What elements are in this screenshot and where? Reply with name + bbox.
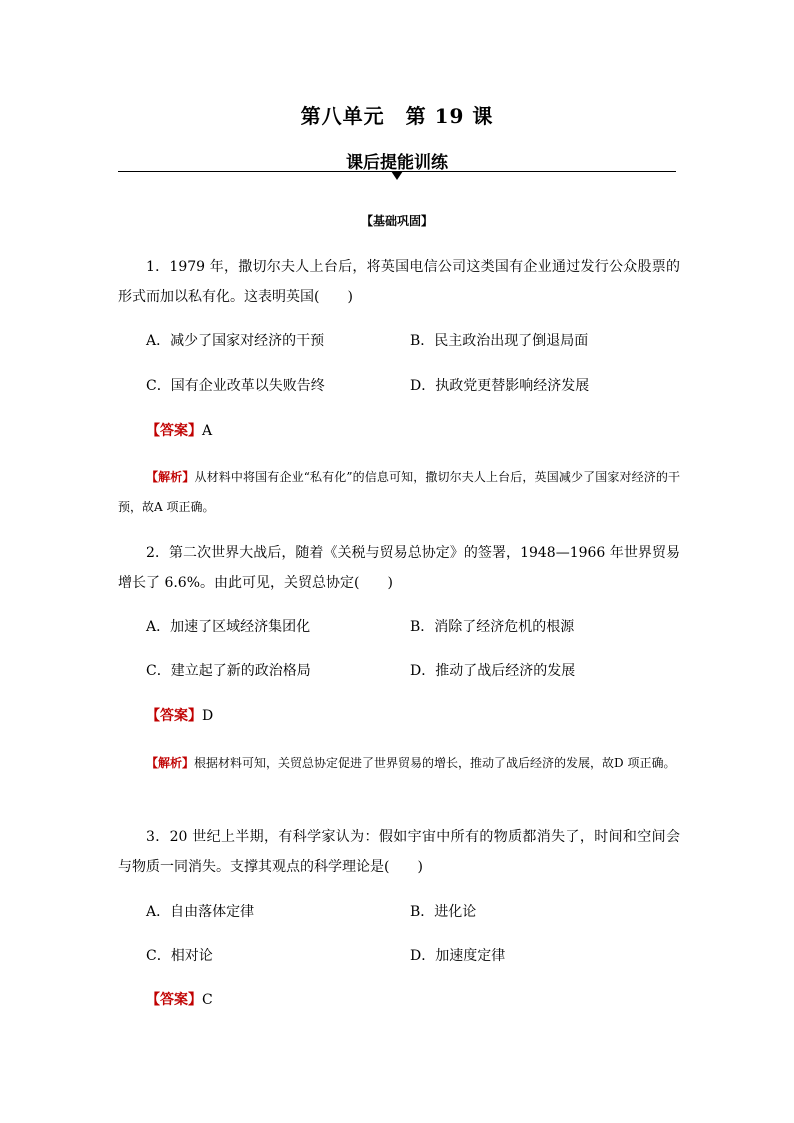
question-2-stem: 2．第二次世界大战后，随着《关税与贸易总协定》的签署，1948—1966 年世界贸易增长了 6.6%。由此可见，关贸总协定( ) [118,545,680,591]
question-1-stem: 1．1979 年，撒切尔夫人上台后，将英国电信公司这类国有企业通过发行公众股票的形式而加以私有化。这表明英国( ) [118,259,680,305]
question-3-option-a: A．自由落体定律 [146,904,255,920]
answer-tag: 【答案】 [146,708,202,724]
section-header: 【基础巩固】 [360,214,433,228]
page-subtitle: 课后提能训练 [346,153,448,173]
question-3-stem: 3．20 世纪上半期，有科学家认为：假如宇宙中所有的物质都消失了，时间和空间会与物质一同消失。支撑其观点的科学理论是( ) [118,829,680,875]
analysis-tag: 【解析】 [146,470,195,484]
answer-value: D [202,708,214,724]
analysis-tag: 【解析】 [146,756,195,770]
analysis-text: 根据材料可知，关贸总协定促进了世界贸易的增长，推动了战后经济的发展，故D 项正确。 [194,756,676,770]
question-1-answer [146,421,212,441]
question-2-answer [146,706,213,726]
answer-value: C [202,992,213,1008]
analysis-text: 从材料中将国有企业“私有化”的信息可知，撒切尔夫人上台后，英国减少了国家对经济的干预，故A 项正确。 [118,470,680,514]
question-2-option-d: D．推动了战后经济的发展 [410,663,576,679]
question-1-analysis [118,462,680,522]
question-1-option-a: A．减少了国家对经济的干预 [146,333,325,349]
question-1-option-d: D．执政党更替影响经济发展 [410,378,590,394]
question-1-option-c: C．国有企业改革以失败告终 [146,378,325,394]
question-2-option-a: A．加速了区域经济集团化 [146,619,311,635]
question-3-answer [146,990,213,1010]
answer-tag: 【答案】 [146,423,202,439]
answer-value: A [202,423,213,439]
divider-triangle-icon [391,171,403,180]
question-3-option-c: C．相对论 [146,948,213,964]
question-3-option-d: D．加速度定律 [410,948,506,964]
question-1-option-b: B．民主政治出现了倒退局面 [410,333,589,349]
page-title: 第八单元 第 19 课 [300,104,494,128]
question-3-option-b: B．进化论 [410,904,477,920]
answer-tag: 【答案】 [146,992,202,1008]
question-2-analysis [118,748,680,778]
question-2-option-c: C．建立起了新的政治格局 [146,663,311,679]
question-2-option-b: B．消除了经济危机的根源 [410,619,575,635]
